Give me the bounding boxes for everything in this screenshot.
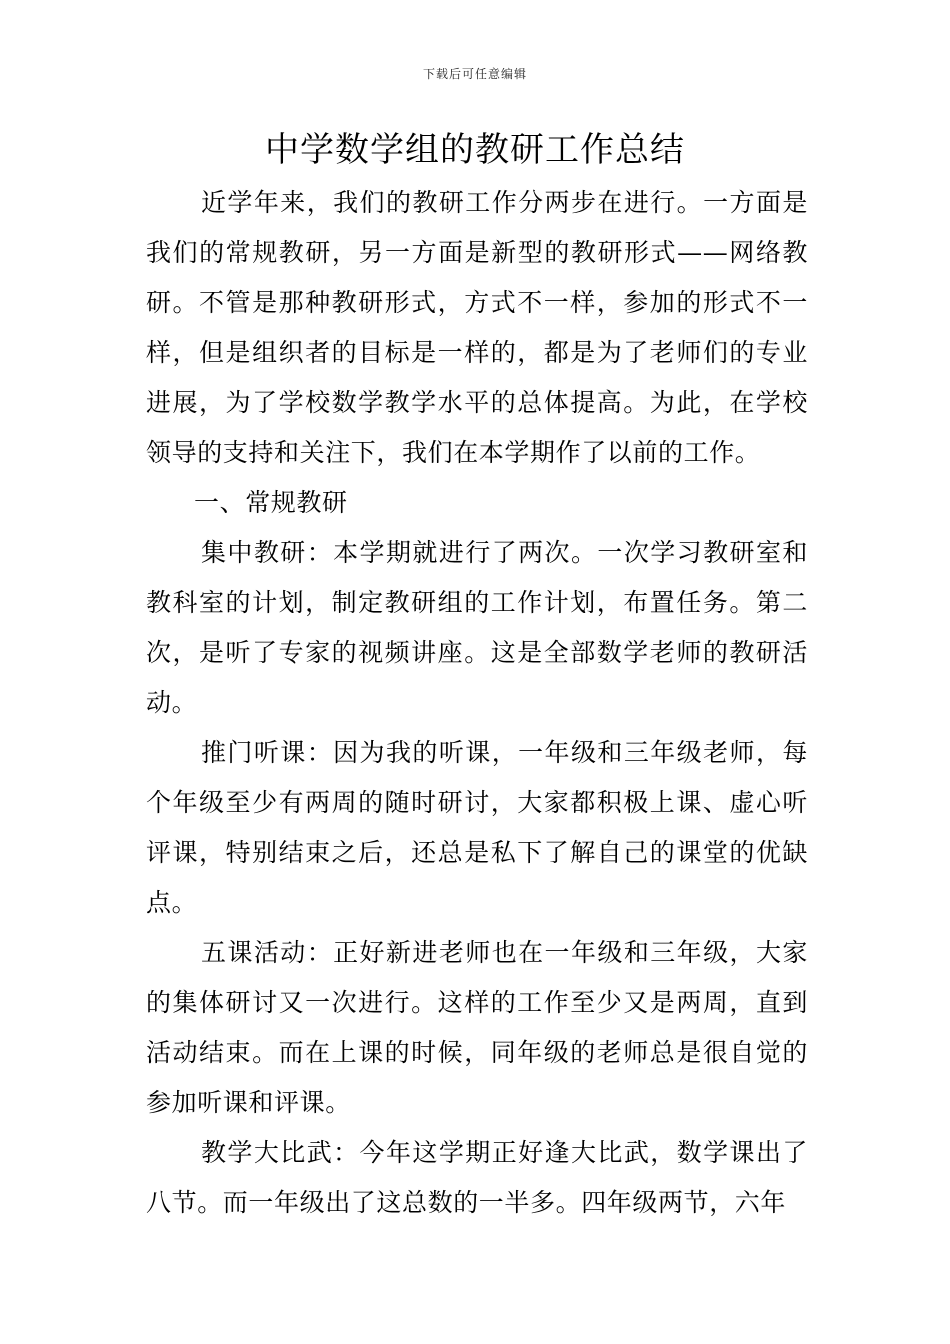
- section-heading-routine-research: 一、常规教研: [194, 488, 348, 517]
- paragraph-teaching-competition: 教学大比武：今年这学期正好逢大比武，数学课出了八节。而一年级出了这总数的一半多。四年级两节，六年: [146, 1138, 808, 1217]
- paragraph-intro: 近学年来，我们的教研工作分两步在进行。一方面是我们的常规教研，另一方面是新型的教研形式——网络教研。不管是那种教研形式，方式不一样，参加的形式不一样，但是组织者的目标是一样的，都是为了老师们的专业进展，为了学校数学教学水平的总体提高。为此，在学校领导的支持和关注下，我们在本学期作了以前的工作。: [146, 188, 808, 467]
- document-body: [146, 178, 808, 1228]
- document-title: 中学数学组的教研工作总结: [265, 130, 685, 170]
- paragraph-drop-in-observation: 推门听课：因为我的听课，一年级和三年级老师，每个年级至少有两周的随时研讨，大家都积极上课、虚心听评课，特别结束之后，还总是私下了解自己的课堂的优缺点。: [146, 738, 808, 917]
- paragraph-five-lesson-activities: 五课活动：正好新进老师也在一年级和三年级，大家的集体研讨又一次进行。这样的工作至少又是两周，直到活动结束。而在上课的时候，同年级的老师总是很自觉的参加听课和评课。: [146, 938, 808, 1117]
- header-note: 下载后可任意编辑: [422, 67, 527, 81]
- paragraph-centralized-research: 集中教研：本学期就进行了两次。一次学习教研室和教科室的计划，制定教研组的工作计划，布置任务。第二次，是听了专家的视频讲座。这是全部数学老师的教研活动。: [146, 538, 808, 717]
